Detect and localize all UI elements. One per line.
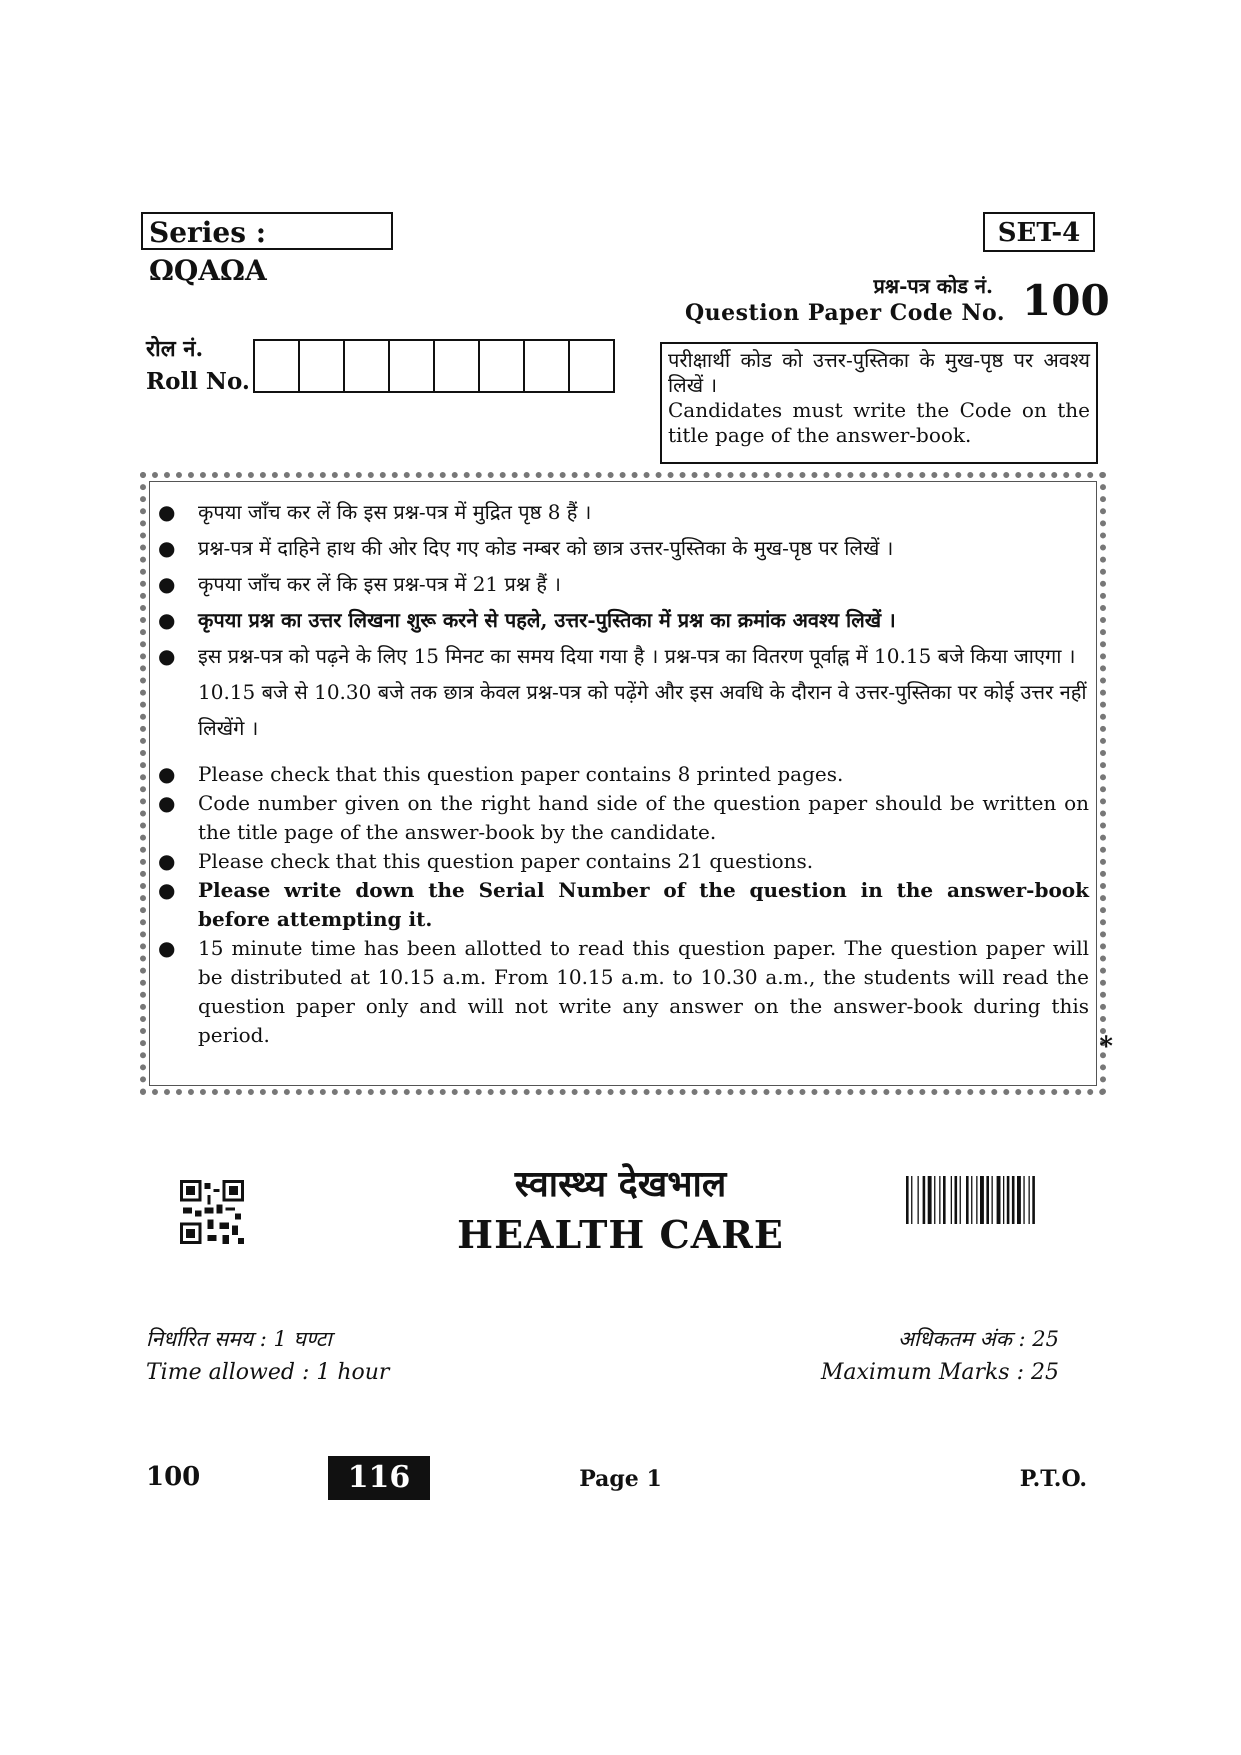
candidate-note-en: Candidates must write the Code on the title page of the answer-book. — [668, 398, 1090, 447]
subject-title-hi: स्वास्थ्य देखभाल — [514, 1163, 727, 1205]
time-allowed-hi: निर्धारित समय : 1 घण्टा — [146, 1327, 332, 1351]
bullet-icon: ● — [158, 608, 176, 632]
instruction-en-text: Please check that this question paper contains 8 printed pages. — [198, 762, 844, 786]
set-label: SET-4 — [983, 212, 1095, 252]
instruction-hi-item — [154, 602, 1089, 638]
instruction-en-text: Code number given on the right hand side of the question paper should be written on the title page of the answer-book by the candidate. — [198, 791, 1089, 844]
roll-digit-box[interactable] — [435, 341, 480, 391]
instruction-en-item — [154, 760, 1089, 789]
instruction-en-item — [154, 789, 1089, 847]
instruction-en-item — [154, 934, 1089, 1050]
instruction-hi-item — [154, 638, 1089, 746]
instruction-hi-text: कृपया प्रश्न का उत्तर लिखना शुरू करने से पहले, उत्तर-पुस्तिका में प्रश्न का क्रमांक अवश्य लिखें । — [198, 608, 896, 632]
instructions-hindi-list — [154, 494, 1089, 746]
qp-code-label-en: Question Paper Code No. — [684, 300, 1005, 326]
bullet-icon: ● — [158, 500, 176, 524]
roll-label-hi: रोल नं. — [146, 336, 204, 362]
instruction-hi-text: इस प्रश्न-पत्र को पढ़ने के लिए 15 मिनट का समय दिया गया है । प्रश्न-पत्र का वितरण पूर्वाह्न में 10.15 बजे किया जाएगा । 10.15 बजे से 10.30 बजे तक छात्र केवल प्रश्न-पत्र को पढ़ेंगे और इस अवधि के दौरान वे उत्तर-पुस्तिका पर कोई उत्तर नहीं लिखेंगे । — [198, 644, 1087, 740]
bullet-icon: ● — [158, 791, 176, 815]
qp-code-label-hi: प्रश्न-पत्र कोड नं. — [873, 274, 993, 298]
instruction-hi-text: कृपया जाँच कर लें कि इस प्रश्न-पत्र में मुद्रित पृष्ठ 8 हैं । — [198, 500, 592, 524]
instruction-hi-text: कृपया जाँच कर लें कि इस प्रश्न-पत्र में 21 प्रश्न हैं । — [198, 572, 561, 596]
bullet-icon: ● — [158, 644, 176, 668]
max-marks-hi: अधिकतम अंक : 25 — [897, 1327, 1059, 1351]
roll-digit-box[interactable] — [255, 341, 300, 391]
instruction-hi-item — [154, 494, 1089, 530]
instruction-en-item — [154, 847, 1089, 876]
page-number: Page 1 — [579, 1466, 662, 1492]
time-allowed-en: Time allowed : 1 hour — [146, 1360, 390, 1385]
pto-label: P.T.O. — [1019, 1466, 1087, 1492]
roll-digit-box[interactable] — [390, 341, 435, 391]
instruction-hi-text: प्रश्न-पत्र में दाहिने हाथ की ओर दिए गए कोड नम्बर को छात्र उत्तर-पुस्तिका के मुख-पृष्ठ पर लिखें । — [198, 536, 894, 560]
instructions-panel — [154, 494, 1089, 1050]
instruction-en-text: 15 minute time has been allotted to read this question paper. The question paper will be distributed at 10.15 a.m. From 10.15 a.m. to 10.30 a.m., the students will read the question paper only and will not write any answer on the answer-book during this period. — [198, 936, 1089, 1047]
roll-label-en: Roll No. — [146, 368, 250, 395]
bullet-icon: ● — [158, 572, 176, 596]
roll-digit-box[interactable] — [570, 341, 615, 391]
roll-digit-box[interactable] — [345, 341, 390, 391]
max-marks-en: Maximum Marks : 25 — [820, 1360, 1059, 1385]
instruction-en-text: Please write down the Serial Number of the question in the answer-book before attempting it. — [198, 878, 1089, 931]
qp-code-number: 100 — [1022, 276, 1110, 325]
bullet-icon: ● — [158, 878, 176, 902]
star-mark: * — [1099, 1032, 1113, 1062]
bullet-icon: ● — [158, 536, 176, 560]
bullet-icon: ● — [158, 936, 176, 960]
candidate-code-note — [660, 342, 1098, 464]
footer-code: 100 — [146, 1462, 201, 1492]
subject-title-en: HEALTH CARE — [457, 1212, 784, 1257]
instructions-english-list — [154, 760, 1089, 1050]
series-label: Series : ΩQAΩA — [141, 212, 393, 250]
roll-digit-box[interactable] — [525, 341, 570, 391]
instruction-en-item — [154, 876, 1089, 934]
bullet-icon: ● — [158, 762, 176, 786]
roll-digit-box[interactable] — [300, 341, 345, 391]
bullet-icon: ● — [158, 849, 176, 873]
roll-number-boxes[interactable] — [253, 339, 615, 393]
roll-digit-box[interactable] — [480, 341, 525, 391]
instruction-hi-item — [154, 566, 1089, 602]
instruction-hi-item — [154, 530, 1089, 566]
instruction-en-text: Please check that this question paper contains 21 questions. — [198, 849, 814, 873]
footer-number-box: 116 — [328, 1456, 430, 1500]
candidate-note-hi: परीक्षार्थी कोड को उत्तर-पुस्तिका के मुख-पृष्ठ पर अवश्य लिखें । — [668, 348, 1090, 397]
